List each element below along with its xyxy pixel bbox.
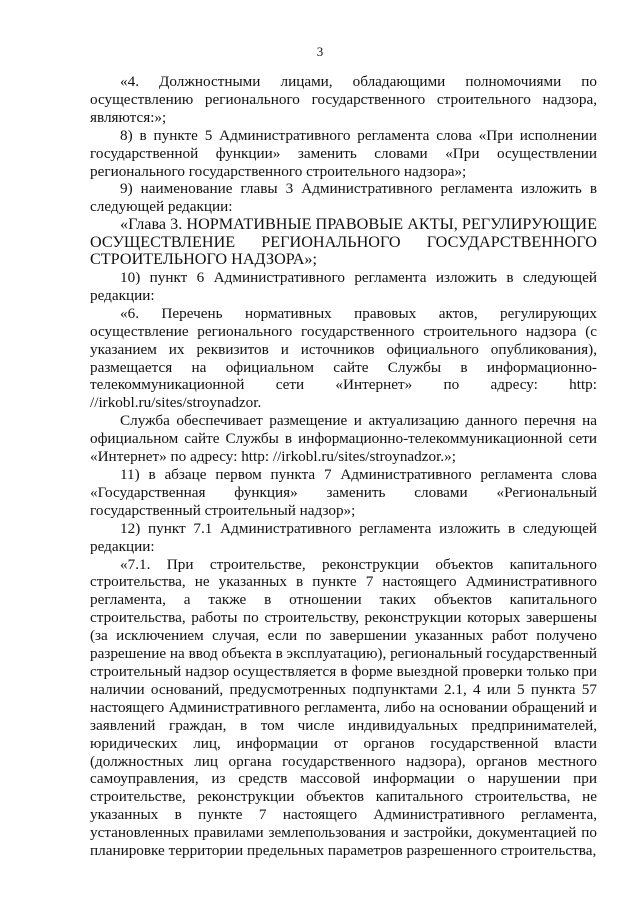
paragraph-point-6: «6. Перечень нормативных правовых актов, регулирующих осуществление регионального государственного строительного надзора (с указанием их реквизитов и источников официального опубликования), размещается на официальном сайте Службы в информационно-телекоммуникационной сети «Интернет» по адресу: http: //irkobl.ru/sites/stroynadzor. [90,304,597,412]
paragraph-item-9: 9) наименование главы 3 Административного регламента изложить в следующей редакции: [90,180,597,216]
paragraph-officials: «4. Должностными лицами, обладающими полномочиями по осуществлению регионального государственного строительного надзора, являются:»; [90,73,597,126]
paragraph-service-publishing: Служба обеспечивает размещение и актуализацию данного перечня на официальном сайте Службы в информационно-телекоммуникационной сети «Интернет» по адресу: http: //irkobl.ru/sites/stroynadzor.»; [90,412,597,466]
paragraph-item-8: 8) в пункте 5 Административного регламента слова «При исполнении государственной функции» заменить словами «При осуществлении регионального государственного строительного надзора»; [90,126,597,180]
page-number: 3 [316,44,324,59]
paragraph-item-11: 11) в абзаце первом пункта 7 Административного регламента слова «Государственная функция» заменить словами «Региональный государственный строительный надзор»; [90,466,597,519]
paragraph-item-10: 10) пункт 6 Административного регламента изложить в следующей редакции: [90,269,597,304]
paragraph-chapter-3-title: «Глава 3. НОРМАТИВНЫЕ ПРАВОВЫЕ АКТЫ, РЕГУЛИРУЮЩИЕ ОСУЩЕСТВЛЕНИЕ РЕГИОНАЛЬНОГО ГОСУДАРСТВЕННОГО СТРОИТЕЛЬНОГО НАДЗОРА»; [90,215,597,269]
paragraph-point-7-1: «7.1. При строительстве, реконструкции объектов капитального строительства, не указанных в пункте 7 настоящего Административного регламента, а также в отношении таких объектов капитального строительства, работы по строительству, реконструкции которых завершены (за исключением случая, если по завершении указанных работ получено разрешение на ввод объекта в эксплуатацию), региональный государственный строительный надзор осуществляется в форме выездной проверки только при наличии оснований, предусмотренных подпунктами 2.1, 4 или 5 пункта 57 настоящего Административного регламента, либо на основании обращений и заявлений граждан, в том числе индивидуальных предпринимателей, юридических лиц, информации от органов государственной власти (должностных лиц органа государственного надзора), органов местного самоуправления, из средств массовой информации о нарушении при строительстве, реконструкции объектов капитального строительства, не указанных в пункте 7 настоящего Административного регламента, установленных правилами землепользования и застройки, документацией по планировке территории предельных параметров разрешенного строительства, [90,555,597,860]
paragraph-item-12: 12) пункт 7.1 Административного регламента изложить в следующей редакции: [90,519,597,555]
document-body [90,73,597,860]
